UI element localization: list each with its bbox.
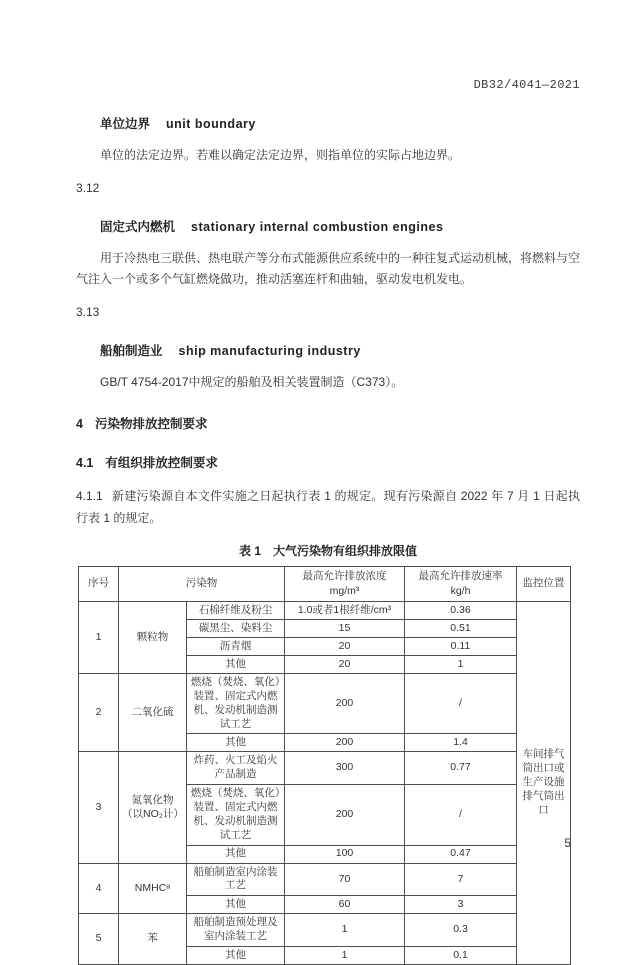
- term-ship-manufacturing: [100, 341, 580, 359]
- col-header-pollutant: 污染物: [119, 567, 285, 602]
- cell-concentration: 200: [285, 674, 405, 734]
- cell-rate: 3: [405, 896, 517, 914]
- clause-number: 4.1.1: [76, 489, 103, 503]
- term-en-label: unit boundary: [166, 117, 256, 131]
- term-stationary-ice: [100, 217, 580, 235]
- term-unit-boundary: [100, 114, 580, 132]
- table-row: [79, 863, 571, 896]
- cell-rate: 0.1: [405, 947, 517, 965]
- term-zh-label: 固定式内燃机: [100, 220, 176, 234]
- cell-concentration: 1: [285, 947, 405, 965]
- cell-process: 其他: [187, 656, 285, 674]
- section-number: 4.1: [76, 456, 94, 470]
- header-unit: kg/h: [450, 584, 471, 597]
- cell-process: 碳黑尘、染料尘: [187, 620, 285, 638]
- cell-rate: 0.36: [405, 602, 517, 620]
- section-4-heading: [76, 414, 580, 432]
- cell-process: 炸药、火工及焰火产品制造: [187, 752, 285, 785]
- emission-limits-table: [78, 566, 571, 965]
- section-title: 有组织排放控制要求: [105, 456, 218, 470]
- clause-4-1-1-paragraph: [76, 485, 580, 529]
- cell-rate: 0.51: [405, 620, 517, 638]
- cell-pollutant-name: 二氧化硫: [119, 674, 187, 752]
- cell-rate: 1: [405, 656, 517, 674]
- term-en-label: stationary internal combustion engines: [191, 220, 444, 234]
- clause-text: 新建污染源自本文件实施之日起执行表 1 的规定。现有污染源自 2022 年 7 月 1 日起执行表 1 的规定。: [76, 489, 580, 525]
- cell-process: 燃烧（焚烧、氧化）装置、固定式内燃机、发动机制造测试工艺: [187, 785, 285, 845]
- table-header-row: [79, 567, 571, 602]
- section-4-1-heading: [76, 453, 580, 471]
- cell-rate: 0.77: [405, 752, 517, 785]
- cell-process: 其他: [187, 947, 285, 965]
- cell-process: 船舶制造预处理及室内涂装工艺: [187, 914, 285, 947]
- header-line: 最高允许排放浓度: [302, 569, 387, 582]
- table-caption-label: 表 1: [238, 544, 261, 558]
- page-number: 5: [564, 836, 571, 850]
- cell-rate: 0.11: [405, 638, 517, 656]
- cell-process: 沥青烟: [187, 638, 285, 656]
- section-title: 污染物排放控制要求: [94, 417, 208, 431]
- cell-seq: 5: [79, 914, 119, 965]
- cell-concentration: 60: [285, 896, 405, 914]
- cell-rate: /: [405, 674, 517, 734]
- cell-concentration: 15: [285, 620, 405, 638]
- cell-process: 其他: [187, 734, 285, 752]
- term-unit-boundary-definition: 单位的法定边界。若难以确定法定边界，则指单位的实际占地边界。: [100, 148, 461, 162]
- cell-seq: 4: [79, 863, 119, 914]
- term-zh-label: 船舶制造业: [100, 344, 163, 358]
- cell-rate: 7: [405, 863, 517, 896]
- header-line: 最高允许排放速率: [418, 569, 503, 582]
- standard-code: DB32/4041—2021: [473, 78, 580, 92]
- cell-process: 其他: [187, 845, 285, 863]
- cell-process: 船舶制造室内涂装工艺: [187, 863, 285, 896]
- col-header-seq: 序号: [79, 567, 119, 602]
- table-row: [79, 674, 571, 734]
- cell-rate: /: [405, 785, 517, 845]
- table-row: [79, 914, 571, 947]
- header-unit: mg/m³: [329, 584, 360, 597]
- cell-rate: 0.3: [405, 914, 517, 947]
- cell-pollutant-name: 苯: [119, 914, 187, 965]
- cell-seq: 1: [79, 602, 119, 674]
- cell-concentration: 1: [285, 914, 405, 947]
- cell-rate: 0.47: [405, 845, 517, 863]
- cell-concentration: 20: [285, 638, 405, 656]
- clause-number-3-12: 3.12: [76, 181, 100, 195]
- table1-caption: [76, 542, 580, 559]
- cell-monitor-position: 车间排气筒出口或生产设施排气筒出口: [517, 602, 571, 965]
- col-header-monitor-position: 监控位置: [517, 567, 571, 602]
- term-zh-label: 单位边界: [100, 117, 151, 131]
- cell-pollutant-name: 颗粒物: [119, 602, 187, 674]
- cell-concentration: 200: [285, 785, 405, 845]
- section-number: 4: [76, 417, 83, 431]
- cell-concentration: 300: [285, 752, 405, 785]
- col-header-max-rate: [405, 567, 517, 602]
- cell-pollutant-name: NMHCᵃ: [119, 863, 187, 914]
- cell-concentration: 200: [285, 734, 405, 752]
- cell-concentration: 70: [285, 863, 405, 896]
- cell-process: 石棉纤维及粉尘: [187, 602, 285, 620]
- cell-process: 燃烧（焚烧、氧化）装置、固定式内燃机、发动机制造测试工艺: [187, 674, 285, 734]
- cell-seq: 2: [79, 674, 119, 752]
- term-en-label: ship manufacturing industry: [178, 344, 361, 358]
- cell-concentration: 20: [285, 656, 405, 674]
- cell-pollutant-name: 氮氧化物（以NO₂计）: [119, 752, 187, 863]
- table-row: [79, 752, 571, 785]
- term-ship-manufacturing-definition: GB/T 4754-2017中规定的船舶及相关装置制造（C373）。: [100, 375, 404, 389]
- cell-process: 其他: [187, 896, 285, 914]
- cell-concentration: 1.0或者1根纤维/cm³: [285, 602, 405, 620]
- term-stationary-ice-definition: 用于冷热电三联供、热电联产等分布式能源供应系统中的一种往复式运动机械，将燃料与空气注入一个或多个气缸燃烧做功，推动活塞连杆和曲轴，驱动发电机发电。: [76, 251, 581, 286]
- cell-concentration: 100: [285, 845, 405, 863]
- cell-rate: 1.4: [405, 734, 517, 752]
- table-caption-text: 大气污染物有组织排放限值: [273, 544, 418, 558]
- clause-number-3-13: 3.13: [76, 305, 100, 319]
- cell-seq: 3: [79, 752, 119, 863]
- table-row: [79, 602, 571, 620]
- col-header-max-concentration: [285, 567, 405, 602]
